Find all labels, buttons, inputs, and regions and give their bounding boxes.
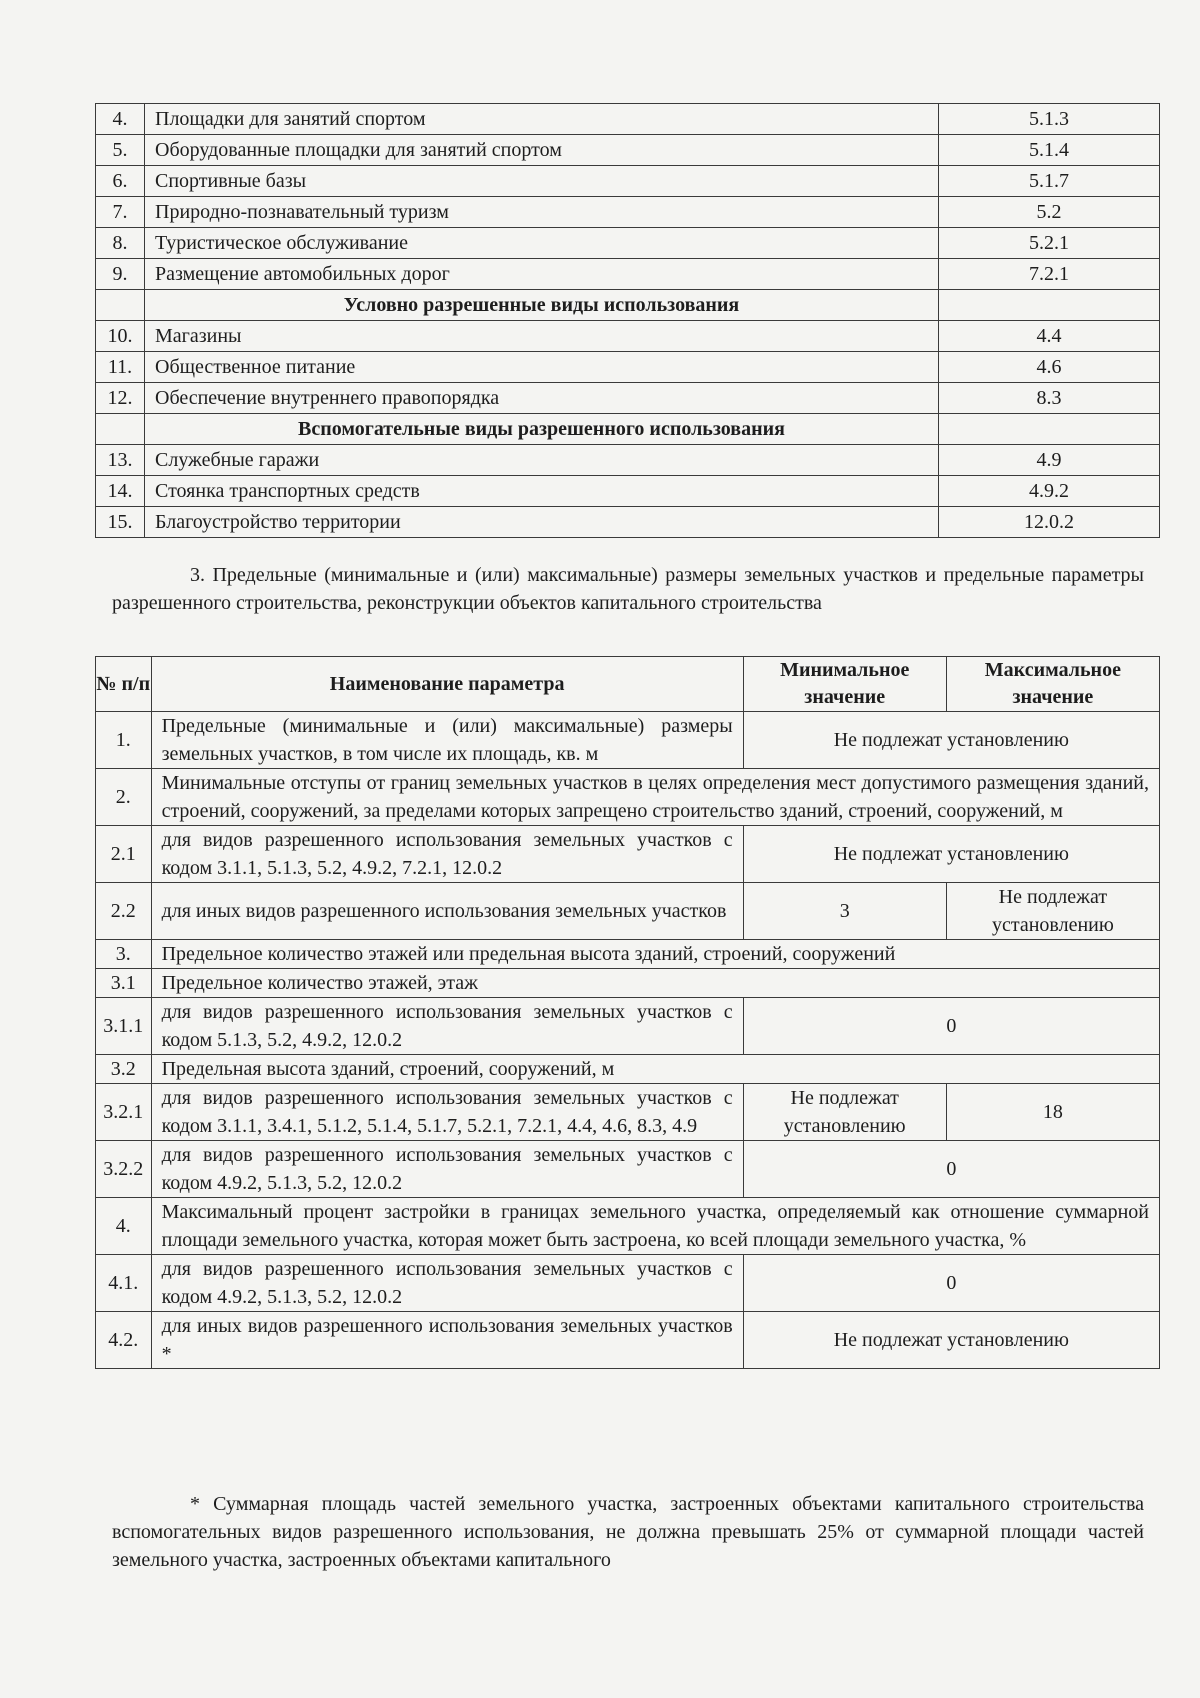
param-name: Минимальные отступы от границ земельных участков в целях определения мест допустимого размещения зданий, строений, сооружений, за пределами которых запрещено строительство зданий, строений, сооружений, м [151, 769, 1159, 826]
header-num: № п/п [96, 657, 152, 712]
table-row [96, 352, 1160, 383]
use-code: 5.1.4 [939, 135, 1160, 166]
param-name: Предельные (минимальные и (или) максимальные) размеры земельных участков, в том числе их площадь, кв. м [151, 712, 743, 769]
section-title-conditional: Условно разрешенные виды использования [145, 290, 939, 321]
param-name: Максимальный процент застройки в границах земельного участка, определяемый как отношение суммарной площади земельного участка, которая может быть застроена, ко всей площади земельного участка, % [151, 1198, 1159, 1255]
param-name: для видов разрешенного использования земельных участков с кодом 5.1.3, 5.2, 4.9.2, 12.0.2 [151, 998, 743, 1055]
row-number: 6. [96, 166, 145, 197]
row-number: 3.2.1 [96, 1084, 152, 1141]
use-name: Служебные гаражи [145, 445, 939, 476]
row-number: 4. [96, 104, 145, 135]
table-row [96, 197, 1160, 228]
param-value: Не подлежат установлению [743, 1312, 1159, 1369]
header-max: Максимальное значение [946, 657, 1159, 712]
parameters-table [95, 656, 1160, 1369]
row-number: 4.2. [96, 1312, 152, 1369]
use-code: 8.3 [939, 383, 1160, 414]
paragraph-3: 3. Предельные (минимальные и (или) максимальные) размеры земельных участков и предельные параметры разрешенного строительства, реконструкции объектов капитального строительства [112, 564, 1144, 614]
row-number: 3.2.2 [96, 1141, 152, 1198]
row-number: 4. [96, 1198, 152, 1255]
use-name: Оборудованные площадки для занятий спортом [145, 135, 939, 166]
use-name: Благоустройство территории [145, 507, 939, 538]
table-row [96, 476, 1160, 507]
section-row [96, 414, 1160, 445]
use-name: Общественное питание [145, 352, 939, 383]
use-code: 7.2.1 [939, 259, 1160, 290]
param-name: Предельное количество этажей или предельная высота зданий, строений, сооружений [151, 940, 1159, 969]
table-row [96, 826, 1160, 883]
use-name: Обеспечение внутреннего правопорядка [145, 383, 939, 414]
table-row [96, 1312, 1160, 1369]
table-row [96, 1055, 1160, 1084]
header-min: Минимальное значение [743, 657, 946, 712]
use-name: Размещение автомобильных дорог [145, 259, 939, 290]
use-code: 5.2 [939, 197, 1160, 228]
row-number: 2. [96, 769, 152, 826]
empty-cell [939, 414, 1160, 445]
param-value: Не подлежат установлению [743, 712, 1159, 769]
use-name: Спортивные базы [145, 166, 939, 197]
row-number: 1. [96, 712, 152, 769]
row-number: 13. [96, 445, 145, 476]
footnote: * Суммарная площадь частей земельного участка, застроенных объектами капитального строительства вспомогательных видов разрешенного использования, не должна превышать 25% от суммарной площади частей земельного участка, застроенных объектами капитального [112, 1493, 1144, 1571]
use-code: 5.1.7 [939, 166, 1160, 197]
table-row [96, 166, 1160, 197]
use-code: 4.6 [939, 352, 1160, 383]
use-code: 5.1.3 [939, 104, 1160, 135]
row-number: 2.1 [96, 826, 152, 883]
param-max-value: Не подлежат установлению [946, 883, 1159, 940]
row-number: 15. [96, 507, 145, 538]
row-number: 14. [96, 476, 145, 507]
row-number: 7. [96, 197, 145, 228]
table-row [96, 228, 1160, 259]
table-row [96, 1198, 1160, 1255]
param-max-value: 18 [946, 1084, 1159, 1141]
param-name: для видов разрешенного использования земельных участков с кодом 4.9.2, 5.1.3, 5.2, 12.0.2 [151, 1255, 743, 1312]
row-number: 8. [96, 228, 145, 259]
row-number: 5. [96, 135, 145, 166]
param-value: 0 [743, 1255, 1159, 1312]
row-number: 3.1 [96, 969, 152, 998]
param-name: Предельное количество этажей, этаж [151, 969, 1159, 998]
param-name: для иных видов разрешенного использования земельных участков * [151, 1312, 743, 1369]
param-name: для видов разрешенного использования земельных участков с кодом 4.9.2, 5.1.3, 5.2, 12.0.2 [151, 1141, 743, 1198]
section-title-auxiliary: Вспомогательные виды разрешенного использования [145, 414, 939, 445]
row-number: 3.2 [96, 1055, 152, 1084]
param-name: для иных видов разрешенного использования земельных участков [151, 883, 743, 940]
table-row [96, 259, 1160, 290]
param-name: Предельная высота зданий, строений, сооружений, м [151, 1055, 1159, 1084]
row-number: 11. [96, 352, 145, 383]
param-value: 0 [743, 998, 1159, 1055]
use-code: 4.9 [939, 445, 1160, 476]
table-row [96, 883, 1160, 940]
use-code: 12.0.2 [939, 507, 1160, 538]
use-name: Площадки для занятий спортом [145, 104, 939, 135]
table-row [96, 1084, 1160, 1141]
table-row [96, 769, 1160, 826]
empty-cell [96, 414, 145, 445]
empty-cell [96, 290, 145, 321]
param-name: для видов разрешенного использования земельных участков с кодом 3.1.1, 3.4.1, 5.1.2, 5.1.4, 5.1.7, 5.2.1, 7.2.1, 4.4, 4.6, 8.3, 4.9 [151, 1084, 743, 1141]
table-row [96, 1141, 1160, 1198]
table-row [96, 383, 1160, 414]
table-row [96, 969, 1160, 998]
row-number: 3. [96, 940, 152, 969]
use-code: 4.9.2 [939, 476, 1160, 507]
row-number: 4.1. [96, 1255, 152, 1312]
row-number: 12. [96, 383, 145, 414]
use-name: Природно-познавательный туризм [145, 197, 939, 228]
table-row [96, 321, 1160, 352]
row-number: 3.1.1 [96, 998, 152, 1055]
table-row [96, 135, 1160, 166]
permitted-uses-table [95, 103, 1160, 538]
param-name: для видов разрешенного использования земельных участков с кодом 3.1.1, 5.1.3, 5.2, 4.9.2, 7.2.1, 12.0.2 [151, 826, 743, 883]
table-row [96, 507, 1160, 538]
table-row [96, 104, 1160, 135]
use-name: Стоянка транспортных средств [145, 476, 939, 507]
empty-cell [939, 290, 1160, 321]
table-row [96, 1255, 1160, 1312]
param-min-value: 3 [743, 883, 946, 940]
param-value: 0 [743, 1141, 1159, 1198]
table-row [96, 712, 1160, 769]
section-row [96, 290, 1160, 321]
row-number: 10. [96, 321, 145, 352]
use-name: Магазины [145, 321, 939, 352]
header-name: Наименование параметра [151, 657, 743, 712]
use-code: 4.4 [939, 321, 1160, 352]
row-number: 2.2 [96, 883, 152, 940]
table-row [96, 445, 1160, 476]
param-min-value: Не подлежат установлению [743, 1084, 946, 1141]
table-row [96, 940, 1160, 969]
param-value: Не подлежат установлению [743, 826, 1159, 883]
table-row [96, 998, 1160, 1055]
row-number: 9. [96, 259, 145, 290]
use-name: Туристическое обслуживание [145, 228, 939, 259]
header-row [96, 657, 1160, 712]
use-code: 5.2.1 [939, 228, 1160, 259]
